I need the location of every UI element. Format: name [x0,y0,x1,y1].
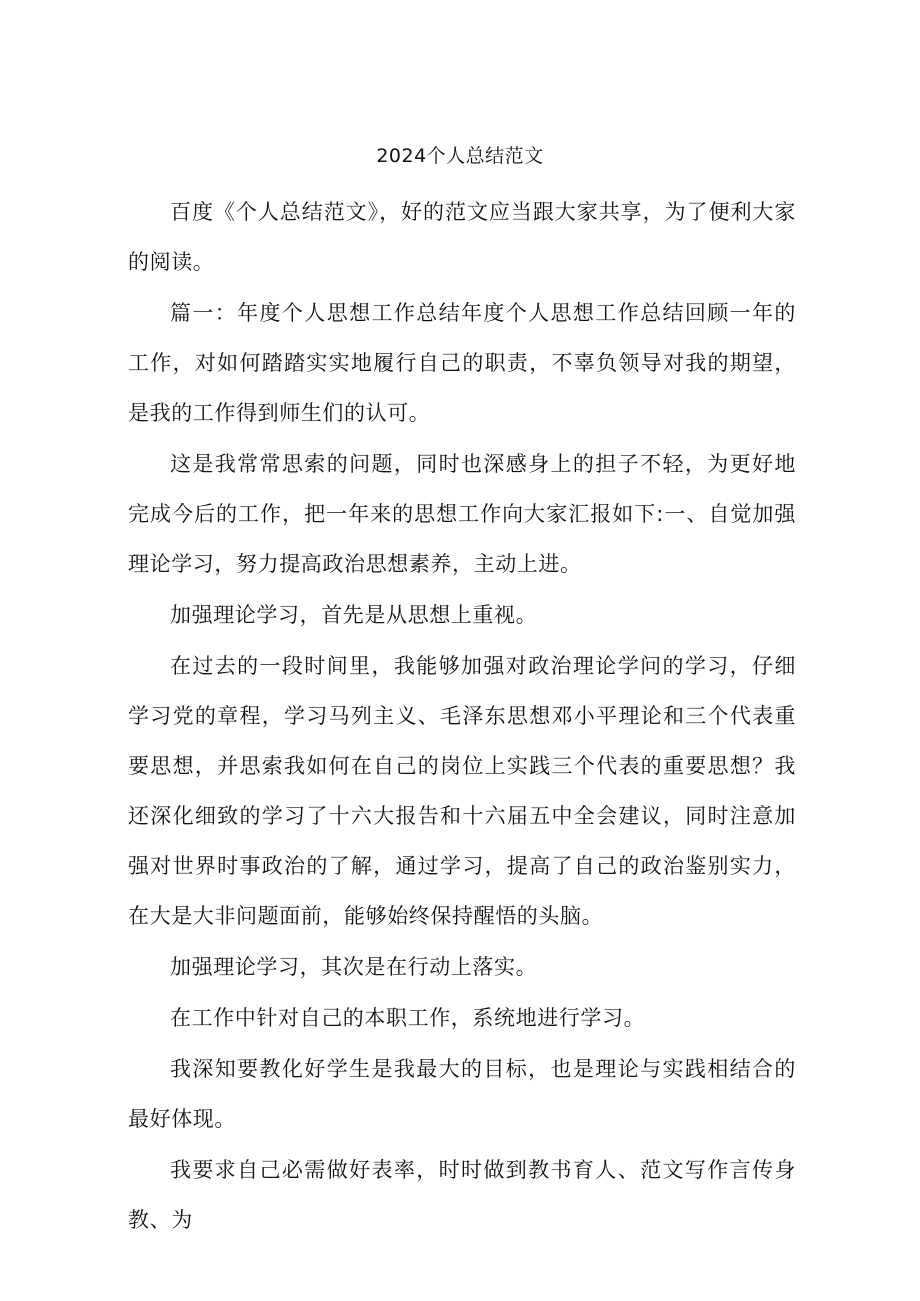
paragraph-5: 在过去的一段时间里，我能够加强对政治理论学问的学习，仔细学习党的章程，学习马列主义、毛泽东思想邓小平理论和三个代表重要思想，并思索我如何在自己的岗位上实践三个代表的重要思想？我还深化细致的学习了十六大报告和十六届五中全会建议，同时注意加强对世界时事政治的了解，通过学习，提高了自己的政治鉴别实力，在大是大非问题面前，能够始终保持醒悟的头脑。 [128,654,796,928]
paragraph-9: 我要求自己必需做好表率，时时做到教书育人、范文写作言传身教、为 [128,1158,796,1232]
document-title: 2024个人总结范文 [376,145,544,167]
paragraph-3: 这是我常常思索的问题，同时也深感身上的担子不轻，为更好地完成今后的工作，把一年来的思想工作向大家汇报如下:一、自觉加强理论学习，努力提高政治思想素养，主动上进。 [128,452,796,576]
paragraph-4: 加强理论学习，首先是从思想上重视。 [170,603,538,627]
paragraph-7: 在工作中针对自己的本职工作，系统地进行学习。 [170,1006,646,1030]
paragraph-6: 加强理论学习，其次是在行动上落实。 [170,955,538,979]
document-body [128,187,796,1246]
paragraph-8: 我深知要教化好学生是我最大的目标，也是理论与实践相结合的最好体现。 [128,1057,796,1131]
paragraph-1: 百度《个人总结范文》，好的范文应当跟大家共享，为了便利大家的阅读。 [128,200,796,274]
paragraph-2: 篇一：年度个人思想工作总结年度个人思想工作总结回顾一年的工作，对如何踏踏实实地履行自己的职责，不辜负领导对我的期望，是我的工作得到师生们的认可。 [128,301,796,425]
